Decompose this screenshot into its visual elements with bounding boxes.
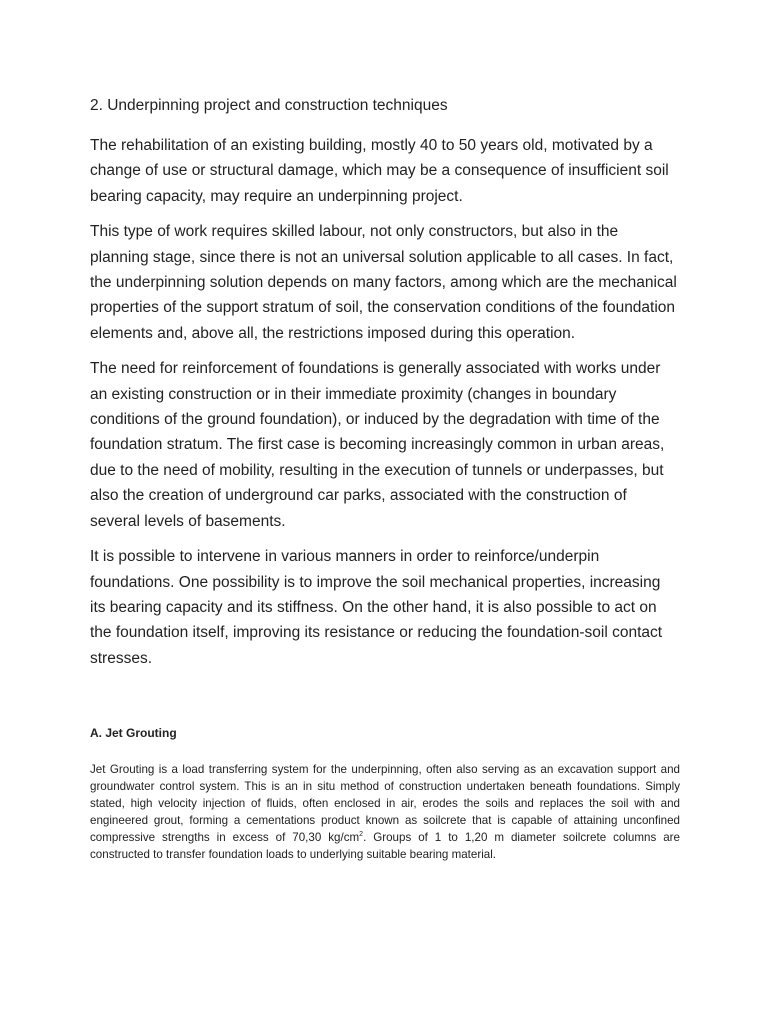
paragraph-intervention-methods: It is possible to intervene in various manners in order to reinforce/underpin foundations. One possibility is to improve the soil mechanical properties, increasing its bearing capacity and its stiffness. On the other hand, it is also possible to act on the foundation itself, improving its resistance or reducing the foundation-soil contact stresses. bbox=[90, 548, 663, 667]
section-heading: 2. Underpinning project and construction techniques bbox=[90, 97, 448, 114]
paragraph-rehabilitation: The rehabilitation of an existing building, mostly 40 to 50 years old, motivated by a change of use or structural damage, which may be a consequence of insufficient soil bearing capacity, may require an underpinning project. bbox=[90, 137, 669, 205]
paragraph-reinforcement-need: The need for reinforcement of foundations is generally associated with works under an existing construction or in their immediate proximity (changes in boundary conditions of the ground foundation), or induced by the degradation with time of the foundation stratum. The first case is becoming increasingly common in urban areas, due to the need of mobility, resulting in the execution of tunnels or underpasses, but also the creation of underground car parks, associated with the construction of several levels of basements. bbox=[90, 360, 665, 530]
paragraph-skilled-labour: This type of work requires skilled labour, not only constructors, but also in the planning stage, since there is not an universal solution applicable to all cases. In fact, the underpinning solution depends on many factors, among which are the mechanical properties of the support stratum of soil, the conservation conditions of the foundation elements and, above all, the restrictions imposed during this operation. bbox=[90, 223, 677, 342]
jet-grouting-text-end: . Groups of 1 to 1,20 m diameter soilcrete columns are constructed to transfer foundation loads to underlying suitable bearing material. bbox=[90, 830, 680, 861]
jet-grouting-text-main: Jet Grouting is a load transferring system for the underpinning, often also serving as an excavation support and groundwater control system. This is an in situ method of construction undertaken beneath foundations. Simply stated, high velocity injection of fluids, often enclosed in air, erodes the soils and replaces the soil with and engineered grout, forming a cementations product known as soilcrete that is capable of attaining unconfined compressive strengths in excess of 70,30 kg/cm bbox=[90, 763, 680, 844]
superscript-two: 2 bbox=[359, 830, 364, 838]
subsection-heading-jet-grouting: A. Jet Grouting bbox=[90, 726, 177, 741]
paragraph-jet-grouting bbox=[90, 762, 680, 863]
